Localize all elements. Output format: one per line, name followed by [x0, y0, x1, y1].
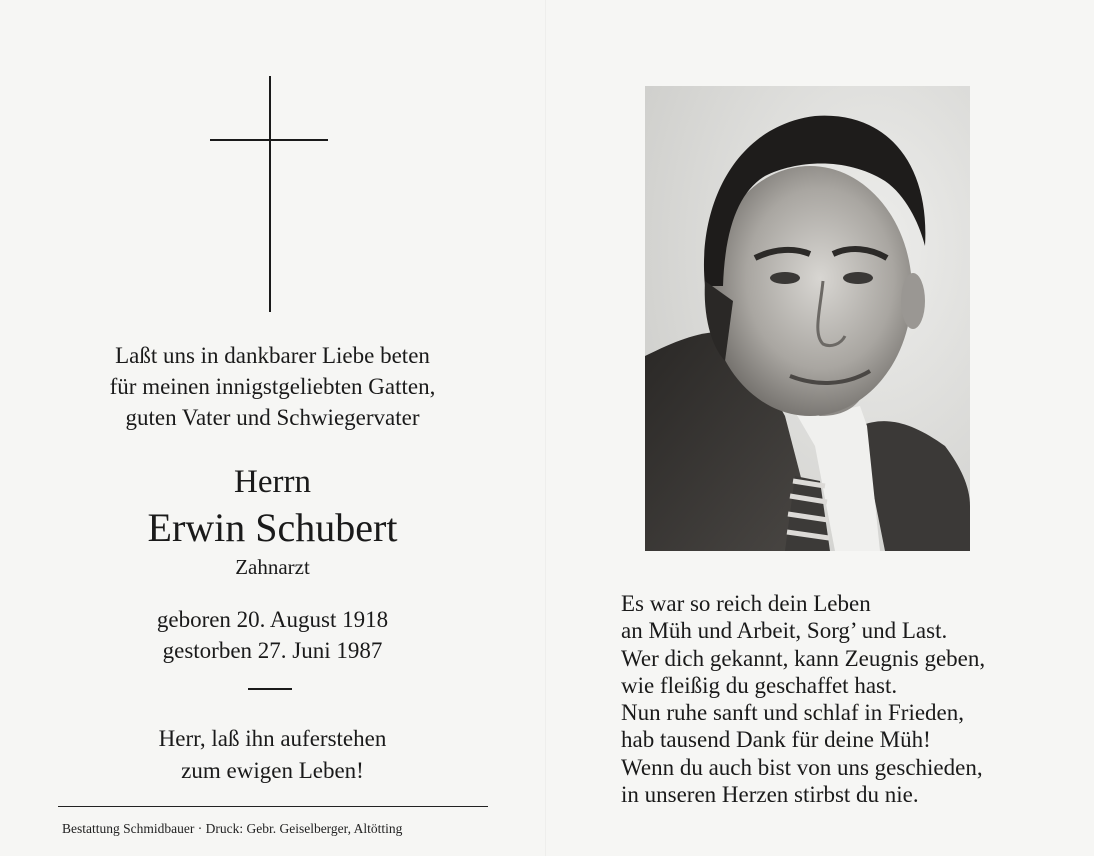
poem-line: hab tausend Dank für deine Müh!	[621, 727, 931, 753]
prayer-line: Laßt uns in dankbarer Liebe beten	[115, 343, 430, 368]
blessing-line: zum ewigen Leben!	[181, 758, 364, 783]
prayer-text	[0, 340, 545, 433]
footer-divider	[58, 806, 488, 807]
fold-line	[545, 0, 546, 856]
cross-horizontal-bar	[210, 139, 328, 141]
prayer-line: für meinen innigstgeliebten Gatten,	[109, 374, 436, 399]
prayer-line: guten Vater und Schwiegervater	[125, 405, 420, 430]
poem-line: wie fleißig du geschaffet hast.	[621, 672, 898, 698]
death-date: gestorben 27. Juni 1987	[162, 638, 383, 663]
blessing-text	[0, 723, 545, 787]
poem-line: Wer dich gekannt, kann Zeugnis geben,	[621, 645, 986, 671]
poem	[621, 590, 985, 808]
printer-credits: Bestattung Schmidbauer · Druck: Gebr. Geiselberger, Altötting	[62, 821, 403, 836]
poem-line: an Müh und Arbeit, Sorg’ und Last.	[621, 618, 948, 644]
profession: Zahnarzt	[235, 555, 310, 579]
deceased-name: Erwin Schubert	[147, 505, 398, 550]
birth-date: geboren 20. August 1918	[156, 607, 389, 632]
left-panel	[0, 0, 545, 856]
portrait-photo	[645, 86, 970, 551]
divider	[248, 688, 292, 690]
poem-line: Es war so reich dein Leben	[621, 591, 871, 616]
cross-vertical-bar	[269, 76, 271, 312]
poem-line: Nun ruhe sanft und schlaf in Frieden,	[621, 700, 965, 726]
poem-line: in unseren Herzen stirbst du nie.	[621, 782, 919, 808]
life-dates	[0, 604, 545, 666]
poem-line: Wenn du auch bist von uns geschieden,	[621, 754, 983, 780]
salutation: Herrn	[234, 464, 311, 500]
blessing-line: Herr, laß ihn auferstehen	[158, 726, 387, 751]
